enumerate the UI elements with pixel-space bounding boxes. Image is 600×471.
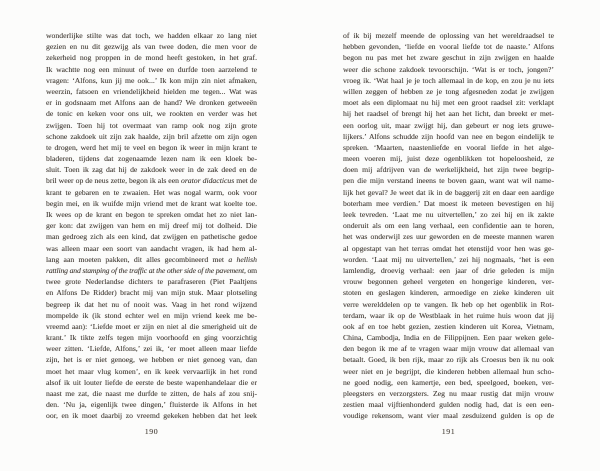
text-line-content: doen mij afdrijven van de werkelijkheid, het zijn twee begrip-	[343, 165, 555, 175]
text-line-content: China, Cambodja, India en de Filippijnen. Een paar weken gele-	[343, 333, 554, 343]
text-line	[343, 198, 554, 209]
text-line-content: lang aan moeten pakken, dit alles gecombineerd met a hellish	[46, 254, 257, 264]
text-line-content: weerzin, fatsoen en vriendelijkheid hielden me tegen... Wat was	[46, 86, 258, 96]
page-left-text	[46, 30, 257, 422]
text-line	[46, 321, 257, 332]
text-line	[46, 332, 257, 343]
page-number-right: 191	[441, 427, 456, 436]
text-line-content: willen zeggen of hebben ze je tong afgesneden zodat je zwijgen	[343, 86, 554, 96]
text-line	[46, 276, 257, 287]
text-line-content: zekerheid nog proppen in de mond heeft gestoken, in het graf.	[46, 53, 258, 63]
text-line	[46, 41, 257, 52]
text-line	[46, 399, 257, 410]
text-line-content: weer die schone zakdoek tevoorschijn. ‘Wat is er toch, jongen?’	[343, 64, 554, 74]
text-line-content: zestien maal vijftienhonderd gulden nodig had, dat is een een-	[343, 400, 555, 410]
text-line	[343, 354, 554, 365]
text-line-content: en Alfons De Ridder) bracht mij van mijn stuk. Maar plotseling	[46, 288, 257, 298]
text-line-content: mompelde ik (ik stond echter wel en mijn vriend keek me be-	[46, 310, 258, 320]
text-line	[343, 30, 554, 41]
text-line	[343, 175, 554, 186]
text-line	[343, 388, 554, 399]
text-line	[343, 243, 554, 254]
text-line-content: een oorlog uit, maar zwijgt hij, dan gebeurt er nog iets gruwe-	[343, 120, 554, 130]
text-line-content: begon nu pas met het zware geschut in zijn zwijgen en haalde	[343, 53, 555, 63]
text-line-content: oor, en ik moet daarbij zo vreemd gekeken hebben dat het leek	[46, 411, 258, 421]
text-line-content: worden. ‘Laat mij nu uitvertellen,’ zei hij nogmaals, ‘het is een	[343, 254, 554, 264]
text-line	[343, 399, 554, 410]
text-line	[343, 287, 554, 298]
text-line-content: sluit. Toen ik zag dat hij de zakdoek weer in de zak deed en de	[46, 165, 257, 175]
text-line-content: spreken. ‘Maarten, naastenliefde en vooral liefde in het alge-	[343, 142, 554, 152]
text-line-content: wonderlijke stilte was dat toch, we hadden elkaar zo lang niet	[46, 31, 257, 40]
text-line	[343, 343, 554, 354]
text-line	[46, 299, 257, 310]
text-line	[46, 97, 257, 108]
text-line	[46, 410, 257, 421]
text-line-content: weer zitten. ‘Liefde, Alfons,’ zei ik, ‘er moet alleen maar liefde	[46, 344, 257, 354]
text-line	[46, 377, 257, 388]
text-line	[343, 120, 554, 131]
text-line-content: lamlendig, droevig verhaal: een jaar of drie geleden is mijn	[343, 265, 555, 275]
text-line	[343, 276, 554, 287]
text-line	[46, 265, 257, 276]
text-line	[343, 209, 554, 220]
text-line	[343, 131, 554, 142]
text-line	[343, 86, 554, 97]
text-line	[46, 209, 257, 220]
text-line-content: lijk het geval? Je weet dat ik in de baggerij zit en daar een aardige	[343, 187, 555, 197]
text-line-content: moet het maar vlug komen’, en ik keek vervaarlijk in het rond	[46, 366, 257, 376]
text-line	[343, 153, 554, 164]
text-line-content: den. ‘Nu ja, eigenlijk twee dingen,’ fluisterde ik Alfons in het	[46, 400, 257, 410]
text-line-content: het was onderwijl zes uur geworden en de meeste mannen waren	[343, 232, 554, 242]
text-line	[343, 366, 554, 377]
text-line	[46, 366, 257, 377]
text-line	[46, 254, 257, 265]
text-line-content: Ik wees op de krant en begon te spreken omdat het zo niet lan-	[46, 210, 258, 219]
text-line-content: naast me zat, die naast me durfde te zitten, de hals af zou snij-	[46, 389, 258, 398]
text-line-content: twee grote Nederlandse dichters te parafraseren (Piet Paaltjens	[46, 277, 258, 287]
text-line-content: Ik wachtte nog een minuut of twee en durfde toen aarzelend te	[46, 64, 258, 74]
text-line	[46, 354, 257, 365]
text-line	[46, 243, 257, 254]
text-line-content: ger kon: dat zwijgen van hem en mij dreef mij tot dolheid. Die	[46, 221, 257, 231]
text-line	[46, 142, 257, 153]
page-right	[300, 0, 600, 471]
text-line	[343, 299, 554, 310]
text-line-content: schone zakdoek uit zijn zak haalde, zijn bril afzette om zijn ogen	[46, 131, 258, 141]
text-line-content: de tonic en keken voor ons uit, we rookten en verder was het	[46, 109, 258, 119]
text-line-content: den begon ik me af te vragen waar mijn vrouw dat allemaal van	[343, 344, 554, 354]
page-number-left: 190	[144, 427, 159, 436]
text-line	[46, 198, 257, 209]
text-line-content: leek tevreden. ‘Laat me nu uitvertellen,’ zo zei hij en ik zakte	[343, 210, 554, 219]
text-line-content: krant.’ Ik tikte zelfs tegen mijn voorhoofd en ging voorzichtig	[46, 333, 257, 343]
text-line	[343, 410, 554, 421]
text-line	[46, 287, 257, 298]
text-line-content: pen die mijn verstand ineens te boven gaan, want wat wil name-	[343, 176, 555, 186]
text-line	[46, 164, 257, 175]
text-line-content: moet als een diplomaat nu hij met een groot raadsel zit: verklapt	[343, 98, 554, 108]
text-line-content: stoten en geslagen kinderen, armoedige en zieke kinderen uit	[343, 288, 554, 298]
text-line	[343, 377, 554, 388]
text-line-content: gezien en nu dit gezwijg als van twee doden, die men voor de	[46, 42, 257, 52]
text-line	[343, 142, 554, 153]
text-line-content: zijn, het is er niet genoeg, we hebben er niet genoeg van, dan	[46, 355, 258, 365]
text-line	[46, 75, 257, 86]
text-line	[343, 231, 554, 242]
text-line	[343, 265, 554, 276]
text-line-content: begreep ik dat het nu of nooit was. Vaag in het rond wijzend	[46, 299, 257, 309]
text-line	[343, 220, 554, 231]
text-line	[343, 321, 554, 332]
text-line	[46, 388, 257, 399]
text-line-content: verre werelddelen op te vangen. Ik heb op het ogenblik in Rot-	[343, 299, 555, 309]
text-line-content: bladeren, tijdens dat zogenaamde lezen nam ik een kloek be-	[46, 154, 258, 164]
text-line	[343, 254, 554, 265]
text-line-content: alsof ik uit louter liefde de eerste de beste wapenhandelaar die er	[46, 377, 258, 387]
text-line-content: zwijgen. Toen hij tot overmaat van ramp ook nog zijn grote	[46, 120, 258, 130]
text-line-content: er in godsnaam met Alfons aan de hand? We dronken getweeën	[46, 98, 257, 108]
text-line-content: krant te gebaren en te zwaaien. Het was nogal warm, ook voor	[46, 187, 258, 197]
text-line-content: boterham mee verdien.’ Dat moest ik meteen bevestigen en hij	[343, 198, 554, 208]
text-line	[46, 30, 257, 41]
text-line-content: meen voeren mij, juist deze ogenblikken tot hopeloosheid, ze	[343, 154, 555, 164]
text-line-content: ook af en toe hebt gezien, zestien kinderen uit Korea, Vietnam,	[343, 321, 555, 331]
text-line-content: terdam, waar ik op de Westblaak in het ruime huis woon dat jij	[343, 310, 554, 320]
text-line	[343, 41, 554, 52]
text-line	[46, 64, 257, 75]
text-line	[46, 131, 257, 142]
text-line-content: was alleen maar een soort van aandacht vragen, ik had hem al-	[46, 243, 258, 253]
text-line	[46, 120, 257, 131]
text-line	[343, 187, 554, 198]
text-line-content: ne goed nodig, een kamertje, een bed, speelgoed, boeken, ver-	[343, 377, 554, 387]
text-line	[46, 108, 257, 119]
page-right-text	[343, 30, 554, 422]
text-line-content: onderuit als om een lang verhaal, een confidentie aan te horen,	[343, 221, 555, 231]
text-line-content: vroeg ik. ‘Wat haal je je toch allemaal in de kop, en zou je nu iets	[343, 75, 555, 85]
text-line-content: te drogen, werd het mij te veel en begon ik weer in mijn krant te	[46, 142, 258, 152]
text-line-content: betaalt. Goed, ik ben rijk, maar zo rijk als Croesus ben ik nu ook	[343, 355, 555, 365]
text-line-content: weer niet en je begrijpt, die kinderen hebben allemaal hun scho-	[343, 366, 555, 376]
text-line-content: lijkers.’ Alfons schudde zijn hoofd van nee en begon eindelijk te	[343, 131, 554, 141]
text-line	[343, 108, 554, 119]
text-line	[46, 86, 257, 97]
text-line	[343, 75, 554, 86]
text-line	[46, 175, 257, 186]
text-line	[343, 97, 554, 108]
text-line	[343, 52, 554, 63]
text-line-content: hebben gevonden, ‘liefde en vooral liefde tot de naaste.’ Alfons	[343, 42, 555, 52]
text-line	[46, 310, 257, 321]
text-line	[46, 187, 257, 198]
text-line	[46, 231, 257, 242]
text-line-content: al opgestapt van het terras omdat het etenstijd voor hen was ge-	[343, 243, 554, 253]
text-line-content: vreemd aan): ‘Liefde moet er zijn en niet al die smerigheid uit de	[46, 321, 258, 331]
text-line	[343, 310, 554, 321]
text-line	[343, 164, 554, 175]
text-line-content: rattling and stamping of the traffic at the other side of the pavement, om	[46, 265, 257, 275]
text-line	[46, 52, 257, 63]
text-line	[46, 153, 257, 164]
text-line	[343, 332, 554, 343]
text-line	[343, 64, 554, 75]
text-line-content: of ik bij mezelf meende de oplossing van het wereldraadsel te	[343, 31, 554, 40]
text-line-content: vragen: ‘Alfons, kun jij me ook...’ Ik kon mijn zin niet afmaken,	[46, 75, 257, 85]
text-line-content: hij het raadsel of brengt hij het aan het licht, dan breekt er met-	[343, 109, 554, 119]
text-line-content: man gedroeg zich als een kind, dat zwijgen en pathetische gedoe	[46, 232, 258, 242]
text-line-content: pleegsters en verzorgsters. Zeg nu maar rustig dat mijn vrouw	[343, 389, 554, 398]
text-line	[46, 343, 257, 354]
text-line-content: bril weer op de neus zette, begon ik als een orator didacticus met de	[46, 176, 257, 186]
text-line-content: vrouw begonnen geheel vergeten en hongerige kinderen, ver-	[343, 277, 555, 287]
text-line-content: voudige rekensom, want vier maal zesduizend gulden is op de	[343, 411, 555, 421]
text-line-content: begin mei, en ik wuifde mijn vriend met de krant wat koelte toe.	[46, 198, 258, 208]
text-line	[46, 220, 257, 231]
